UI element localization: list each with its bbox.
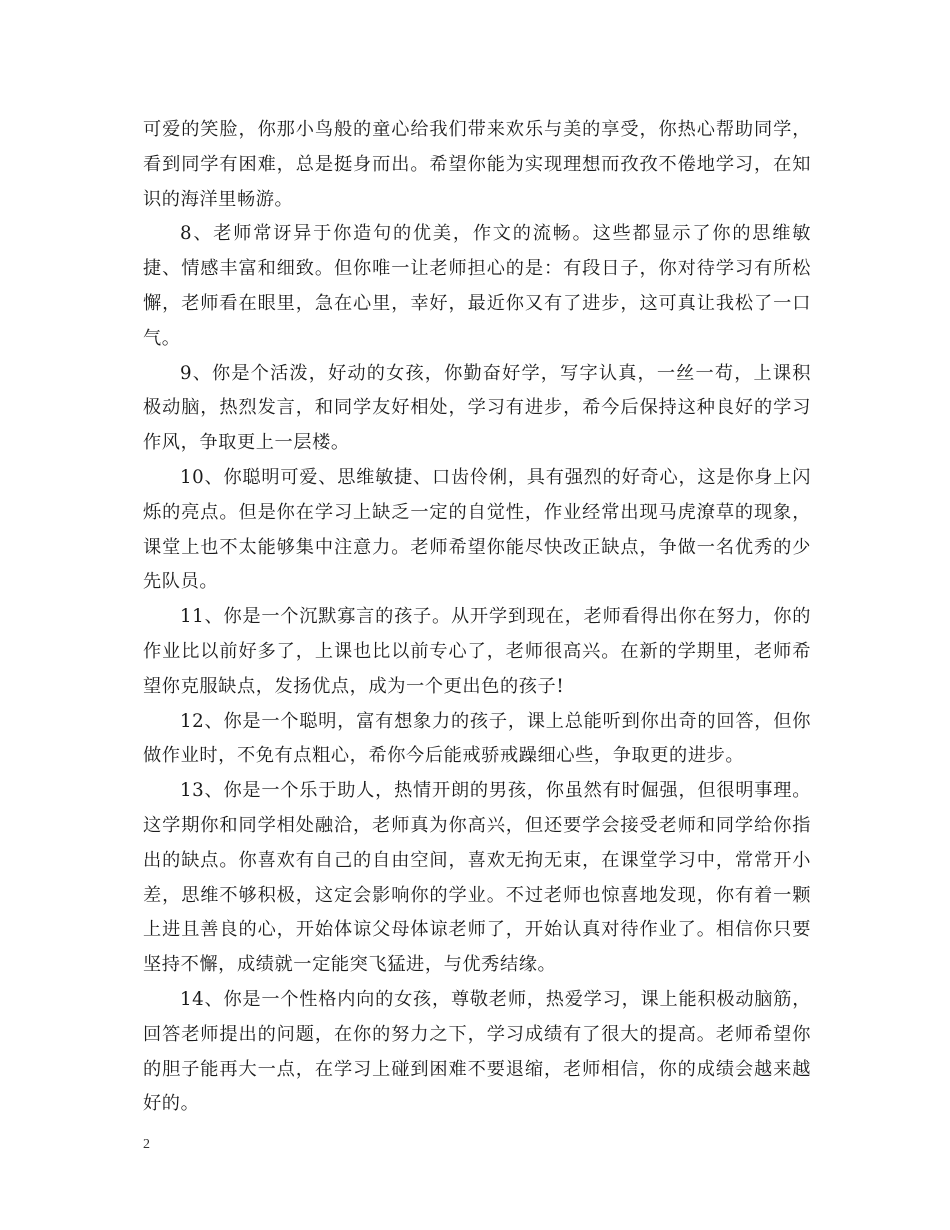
paragraph-7-continued: 可爱的笑脸，你那小鸟般的童心给我们带来欢乐与美的享受，你热心帮助同学，看到同学有困难，总是挺身而出。希望你能为实现理想而孜孜不倦地学习，在知识的海洋里畅游。: [143, 119, 811, 210]
paragraph-13: 13、你是一个乐于助人，热情开朗的男孩，你虽然有时倔强，但很明事理。这学期你和同学相处融洽，老师真为你高兴，但还要学会接受老师和同学给你指出的缺点。你喜欢有自己的自由空间，喜欢无拘无束，在课堂学习中，常常开小差，思维不够积极，这定会影响你的学业。不过老师也惊喜地发现，你有着一颗上进且善良的心，开始体谅父母体谅老师了，开始认真对待作业了。相信你只要坚持不懈，成绩就一定能突飞猛进，与优秀结缘。: [143, 780, 811, 976]
paragraph-8: 8、老师常讶异于你造句的优美，作文的流畅。这些都显示了你的思维敏捷、情感丰富和细致。但你唯一让老师担心的是：有段日子，你对待学习有所松懈，老师看在眼里，急在心里，幸好，最近你又有了进步，这可真让我松了一口气。: [143, 223, 811, 349]
paragraph-12: 12、你是一个聪明，富有想象力的孩子，课上总能听到你出奇的回答，但你做作业时，不免有点粗心，希你今后能戒骄戒躁细心些，争取更的进步。: [143, 710, 811, 767]
document-page-body: [143, 113, 811, 1122]
paragraph-14: 14、你是一个性格内向的女孩，尊敬老师，热爱学习，课上能积极动脑筋，回答老师提出的问题，在你的努力之下，学习成绩有了很大的提高。老师希望你的胆子能再大一点，在学习上碰到困难不要退缩，老师相信，你的成绩会越来越好的。: [143, 988, 811, 1115]
paragraph-10: 10、你聪明可爱、思维敏捷、口齿伶俐，具有强烈的好奇心，这是你身上闪烁的亮点。但是你在学习上缺乏一定的自觉性，作业经常出现马虎潦草的现象，课堂上也不太能够集中注意力。老师希望你能尽快改正缺点，争做一名优秀的少先队员。: [143, 466, 811, 593]
paragraph-9: 9、你是个活泼，好动的女孩，你勤奋好学，写字认真，一丝一苟，上课积极动脑，热烈发言，和同学友好相处，学习有进步，希今后保持这种良好的学习作风，争取更上一层楼。: [143, 362, 811, 454]
page-number: 2: [143, 1137, 150, 1152]
paragraph-11: 11、你是一个沉默寡言的孩子。从开学到现在，老师看得出你在努力，你的作业比以前好多了，上课也比以前专心了，老师很高兴。在新的学期里，老师希望你克服缺点，发扬优点，成为一个更出色的孩子!: [143, 606, 811, 697]
